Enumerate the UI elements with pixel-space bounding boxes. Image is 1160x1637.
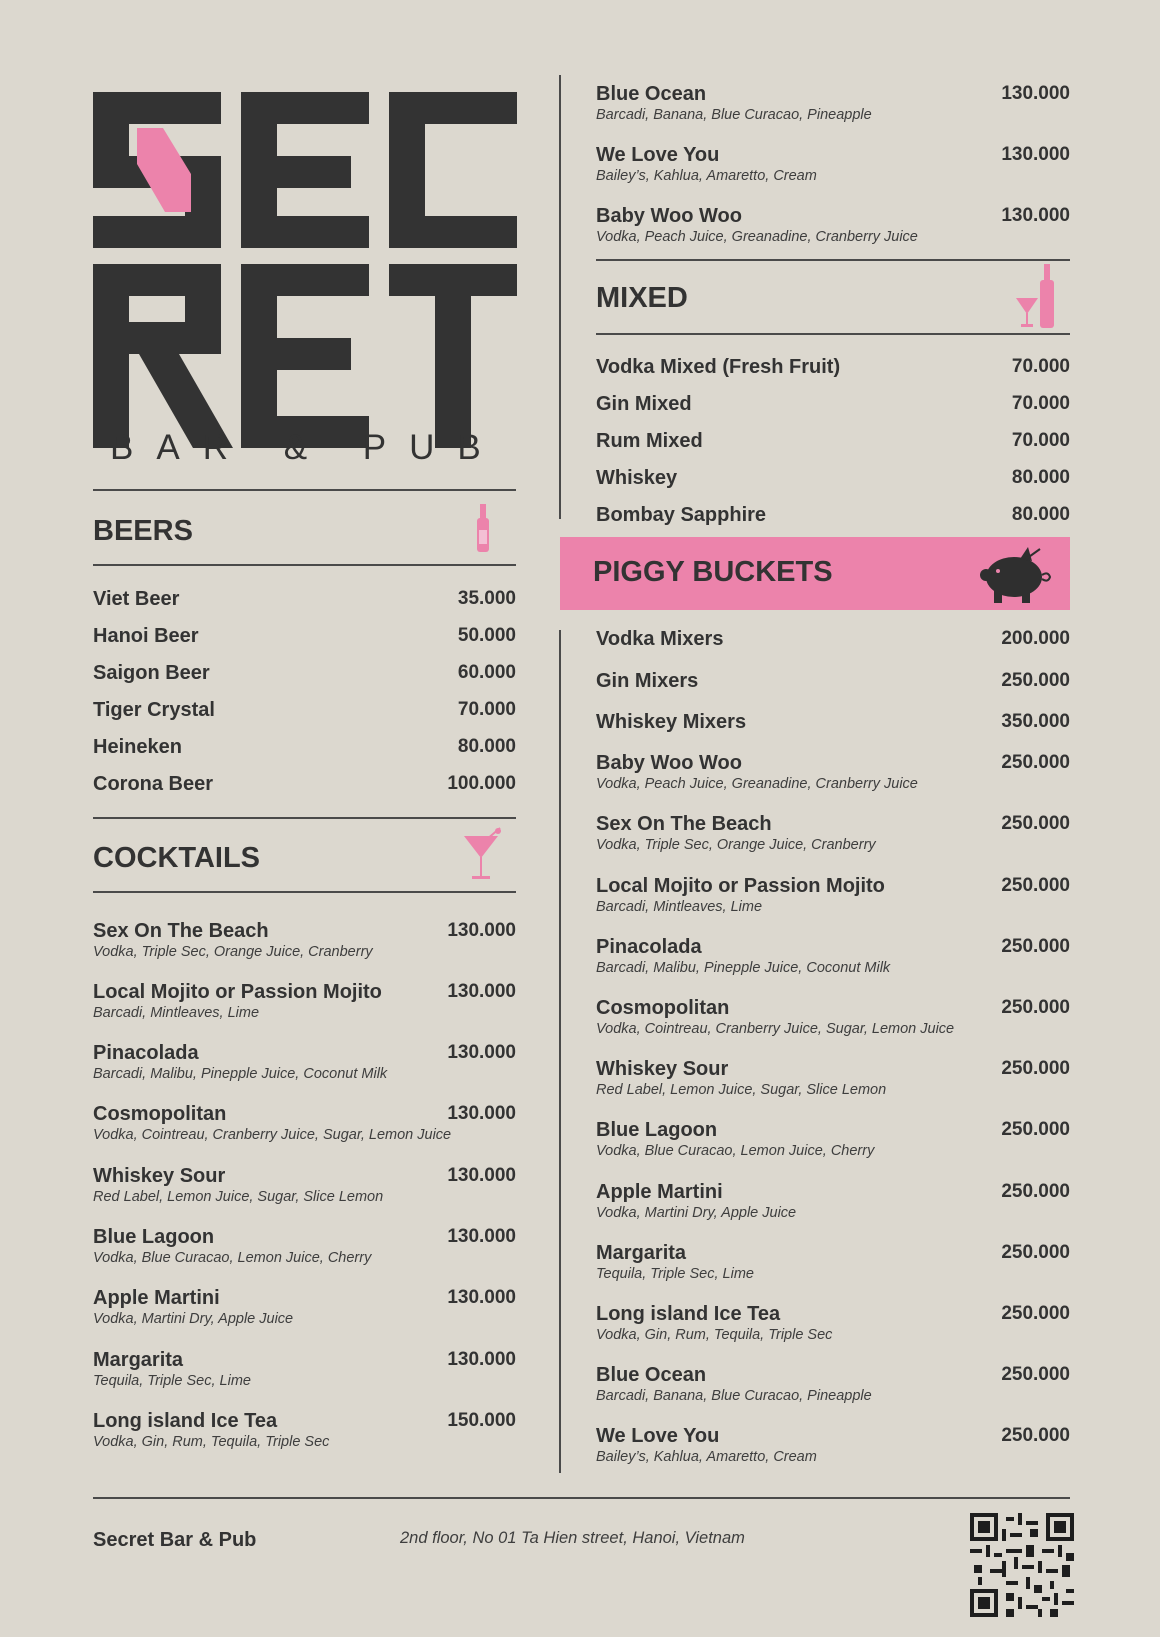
item-price: 250.000 xyxy=(1001,1058,1070,1079)
menu-item xyxy=(596,1119,1070,1159)
divider xyxy=(93,564,516,566)
piggy-buckets-header xyxy=(560,537,1070,610)
bottle-icon xyxy=(476,504,490,559)
item-name: Whiskey xyxy=(596,467,678,489)
item-price: 80.000 xyxy=(1011,467,1070,488)
item-ingredients: Vodka, Cointreau, Cranberry Juice, Sugar, Lemon Juice xyxy=(596,1021,955,1037)
item-price: 250.000 xyxy=(1001,1242,1070,1263)
item-price: 200.000 xyxy=(1001,628,1070,649)
item-price: 250.000 xyxy=(1001,997,1070,1018)
item-price: 130.000 xyxy=(1001,144,1070,165)
item-name: Pinacolada xyxy=(596,936,702,958)
logo xyxy=(93,92,517,460)
item-name: Long island Ice Tea xyxy=(93,1410,278,1432)
item-ingredients: Vodka, Peach Juice, Greanadine, Cranberry Juice xyxy=(596,776,918,792)
column-divider xyxy=(559,75,561,519)
item-ingredients: Tequila, Triple Sec, Lime xyxy=(596,1266,754,1282)
menu-item xyxy=(596,936,1070,976)
item-ingredients: Vodka, Blue Curacao, Lemon Juice, Cherry xyxy=(93,1250,372,1266)
item-price: 80.000 xyxy=(457,736,516,757)
menu-item xyxy=(93,625,516,655)
menu-item xyxy=(596,144,1070,184)
menu-item xyxy=(596,711,1070,741)
secret-logo-icon xyxy=(93,92,517,460)
menu-item xyxy=(596,83,1070,123)
item-ingredients: Vodka, Gin, Rum, Tequila, Triple Sec xyxy=(93,1434,330,1450)
divider xyxy=(93,1497,1070,1499)
divider xyxy=(596,259,1070,261)
item-name: Blue Ocean xyxy=(596,83,707,105)
menu-item xyxy=(596,813,1070,853)
item-name: Whiskey Mixers xyxy=(596,711,747,733)
item-name: Vodka Mixers xyxy=(596,628,724,650)
menu-item xyxy=(596,1303,1070,1343)
menu-item xyxy=(596,670,1070,700)
item-price: 60.000 xyxy=(457,662,516,683)
item-name: Apple Martini xyxy=(93,1287,220,1309)
item-name: Long island Ice Tea xyxy=(596,1303,781,1325)
menu-item xyxy=(93,1165,516,1205)
item-ingredients: Tequila, Triple Sec, Lime xyxy=(93,1373,251,1389)
item-name: Gin Mixers xyxy=(596,670,699,692)
item-name: Local Mojito or Passion Mojito xyxy=(596,875,885,897)
qr-code-icon[interactable] xyxy=(970,1513,1074,1617)
footer-venue-name: Secret Bar & Pub xyxy=(93,1529,257,1551)
menu-item xyxy=(93,1226,516,1266)
menu-item xyxy=(596,1242,1070,1282)
item-price: 250.000 xyxy=(1001,936,1070,957)
menu-item xyxy=(596,752,1070,792)
item-ingredients: Barcadi, Banana, Blue Curacao, Pineapple xyxy=(596,107,872,123)
item-name: Local Mojito or Passion Mojito xyxy=(93,981,382,1003)
mixed-title: MIXED xyxy=(596,282,688,314)
item-ingredients: Vodka, Gin, Rum, Tequila, Triple Sec xyxy=(596,1327,833,1343)
cocktail-glass-icon xyxy=(462,826,504,887)
item-price: 130.000 xyxy=(447,1287,516,1308)
item-price: 100.000 xyxy=(447,773,516,794)
item-name: Heineken xyxy=(93,736,182,758)
menu-item xyxy=(596,467,1070,497)
item-price: 250.000 xyxy=(1001,670,1070,691)
item-name: Sex On The Beach xyxy=(93,920,269,942)
item-price: 70.000 xyxy=(1011,393,1070,414)
menu-item xyxy=(93,588,516,618)
item-name: Cosmopolitan xyxy=(596,997,730,1019)
item-name: Viet Beer xyxy=(93,588,180,610)
tagline: BAR & PUB xyxy=(110,428,504,467)
item-price: 250.000 xyxy=(1001,1425,1070,1446)
piggy-bucket-icon xyxy=(980,547,1052,610)
menu-item xyxy=(93,699,516,729)
item-name: Sex On The Beach xyxy=(596,813,772,835)
item-ingredients: Barcadi, Malibu, Pinepple Juice, Coconut Milk xyxy=(93,1066,388,1082)
item-name: Cosmopolitan xyxy=(93,1103,227,1125)
item-price: 130.000 xyxy=(447,1103,516,1124)
glass-and-bottle-icon xyxy=(1016,264,1058,335)
item-name: Rum Mixed xyxy=(596,430,703,452)
item-name: Margarita xyxy=(596,1242,687,1264)
item-ingredients: Barcadi, Banana, Blue Curacao, Pineapple xyxy=(596,1388,872,1404)
footer-address: 2nd floor, No 01 Ta Hien street, Hanoi, Vietnam xyxy=(400,1529,745,1547)
menu-item xyxy=(596,997,1070,1037)
beers-title: BEERS xyxy=(93,515,193,547)
menu-item xyxy=(596,1058,1070,1098)
menu-item xyxy=(596,1364,1070,1404)
item-price: 130.000 xyxy=(447,1349,516,1370)
menu-item xyxy=(93,662,516,692)
item-ingredients: Vodka, Triple Sec, Orange Juice, Cranberry xyxy=(596,837,876,853)
item-ingredients: Barcadi, Mintleaves, Lime xyxy=(93,1005,260,1021)
item-name: We Love You xyxy=(596,144,720,166)
item-price: 250.000 xyxy=(1001,1181,1070,1202)
menu-item xyxy=(93,1349,516,1389)
menu-item xyxy=(93,736,516,766)
divider xyxy=(93,817,516,819)
item-name: Apple Martini xyxy=(596,1181,723,1203)
item-price: 130.000 xyxy=(447,981,516,1002)
item-name: Gin Mixed xyxy=(596,393,692,415)
item-price: 150.000 xyxy=(447,1410,516,1431)
item-ingredients: Bailey’s, Kahlua, Amaretto, Cream xyxy=(596,168,817,184)
item-ingredients: Vodka, Blue Curacao, Lemon Juice, Cherry xyxy=(596,1143,875,1159)
menu-item xyxy=(93,1042,516,1082)
divider xyxy=(93,489,516,491)
menu-item xyxy=(93,1287,516,1327)
item-price: 250.000 xyxy=(1001,752,1070,773)
item-ingredients: Vodka, Cointreau, Cranberry Juice, Sugar, Lemon Juice xyxy=(93,1127,452,1143)
item-ingredients: Red Label, Lemon Juice, Sugar, Slice Lemon xyxy=(596,1082,887,1098)
menu-item xyxy=(596,430,1070,460)
item-name: Blue Lagoon xyxy=(93,1226,215,1248)
item-ingredients: Barcadi, Mintleaves, Lime xyxy=(596,899,763,915)
item-price: 250.000 xyxy=(1001,1119,1070,1140)
menu-item xyxy=(596,205,1070,245)
item-name: Saigon Beer xyxy=(93,662,210,684)
item-name: Baby Woo Woo xyxy=(596,205,742,227)
item-name: Blue Ocean xyxy=(596,1364,707,1386)
item-name: Blue Lagoon xyxy=(596,1119,718,1141)
menu-item xyxy=(596,356,1070,386)
item-ingredients: Red Label, Lemon Juice, Sugar, Slice Lemon xyxy=(93,1189,384,1205)
item-ingredients: Barcadi, Malibu, Pinepple Juice, Coconut Milk xyxy=(596,960,891,976)
item-ingredients: Bailey’s, Kahlua, Amaretto, Cream xyxy=(596,1449,817,1465)
item-price: 70.000 xyxy=(1011,430,1070,451)
item-ingredients: Vodka, Martini Dry, Apple Juice xyxy=(596,1205,797,1221)
item-price: 70.000 xyxy=(457,699,516,720)
item-ingredients: Vodka, Martini Dry, Apple Juice xyxy=(93,1311,294,1327)
piggy-buckets-title: PIGGY BUCKETS xyxy=(593,556,833,588)
item-name: Pinacolada xyxy=(93,1042,199,1064)
menu-item xyxy=(596,1181,1070,1221)
menu-item xyxy=(596,875,1070,915)
menu-item xyxy=(596,504,1070,534)
item-ingredients: Vodka, Triple Sec, Orange Juice, Cranberry xyxy=(93,944,373,960)
item-price: 250.000 xyxy=(1001,875,1070,896)
item-price: 130.000 xyxy=(447,1042,516,1063)
menu-item xyxy=(93,1410,516,1450)
item-price: 250.000 xyxy=(1001,1364,1070,1385)
menu-item xyxy=(93,981,516,1021)
menu-item xyxy=(93,920,516,960)
column-divider xyxy=(559,630,561,1473)
divider xyxy=(93,891,516,893)
item-name: Bombay Sapphire xyxy=(596,504,767,526)
divider xyxy=(596,333,1070,335)
item-name: Hanoi Beer xyxy=(93,625,199,647)
item-name: Tiger Crystal xyxy=(93,699,215,721)
menu-item xyxy=(93,1103,516,1143)
item-name: Corona Beer xyxy=(93,773,214,795)
item-price: 130.000 xyxy=(1001,83,1070,104)
item-price: 130.000 xyxy=(447,920,516,941)
item-price: 70.000 xyxy=(1011,356,1070,377)
item-price: 350.000 xyxy=(1001,711,1070,732)
item-price: 250.000 xyxy=(1001,813,1070,834)
item-price: 35.000 xyxy=(457,588,516,609)
item-price: 80.000 xyxy=(1011,504,1070,525)
item-price: 130.000 xyxy=(447,1226,516,1247)
item-price: 50.000 xyxy=(457,625,516,646)
item-name: Baby Woo Woo xyxy=(596,752,742,774)
item-name: We Love You xyxy=(596,1425,720,1447)
item-name: Margarita xyxy=(93,1349,184,1371)
item-price: 130.000 xyxy=(447,1165,516,1186)
item-name: Vodka Mixed (Fresh Fruit) xyxy=(596,356,841,378)
item-ingredients: Vodka, Peach Juice, Greanadine, Cranberry Juice xyxy=(596,229,918,245)
item-name: Whiskey Sour xyxy=(596,1058,729,1080)
menu-item xyxy=(93,773,516,803)
menu-item xyxy=(596,628,1070,658)
item-name: Whiskey Sour xyxy=(93,1165,226,1187)
item-price: 130.000 xyxy=(1001,205,1070,226)
menu-item xyxy=(596,1425,1070,1465)
cocktails-title: COCKTAILS xyxy=(93,842,261,874)
menu-item xyxy=(596,393,1070,423)
item-price: 250.000 xyxy=(1001,1303,1070,1324)
